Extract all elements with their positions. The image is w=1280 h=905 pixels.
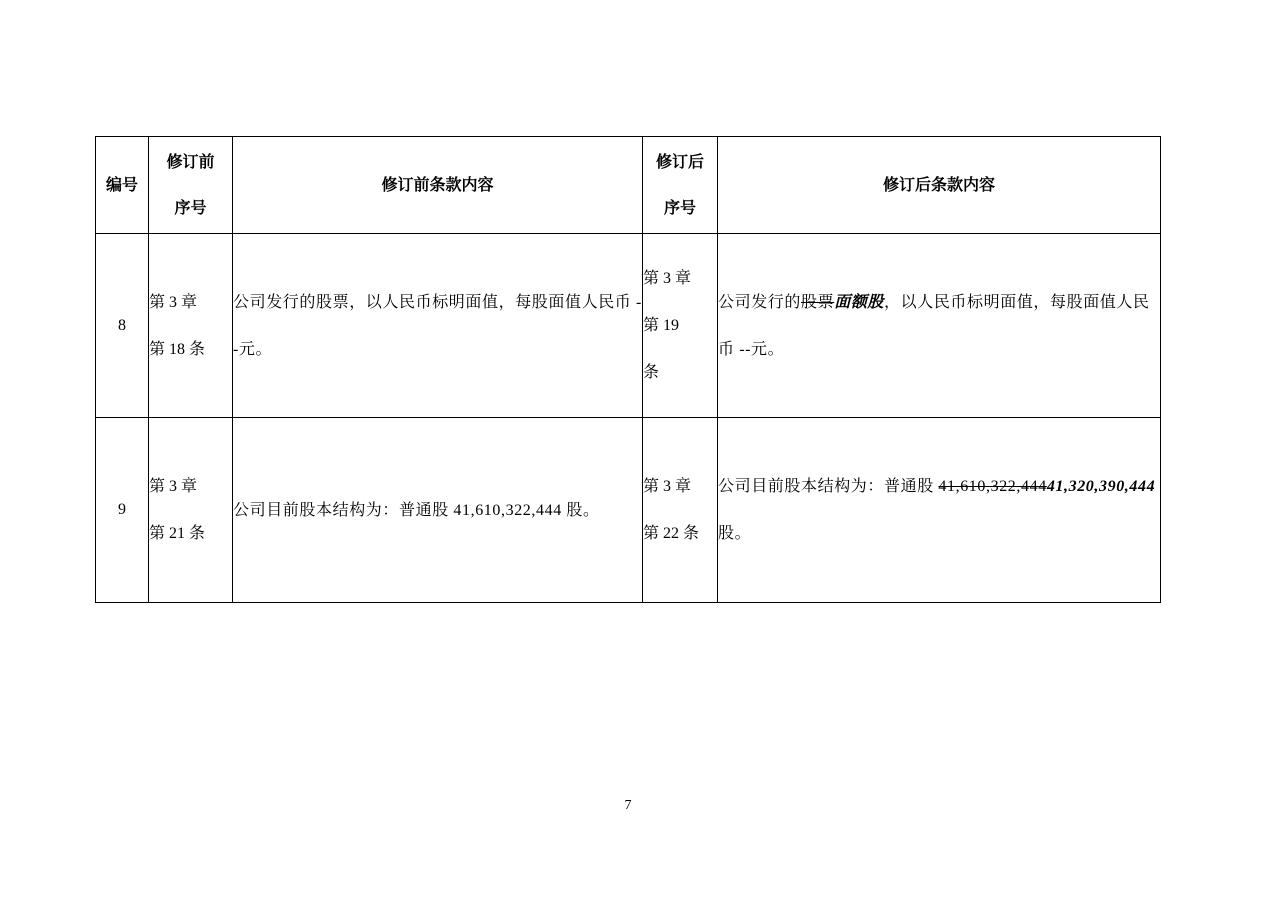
before-content: 公司发行的股票，以人民币标明面值，每股面值人民币 --元。 <box>233 234 643 418</box>
inserted-text: 41,320,390,444 <box>1046 478 1156 495</box>
table-header-row <box>96 137 1161 234</box>
after-ref-article-suffix: 条 <box>643 364 660 381</box>
deleted-text: 41,610,322,444 <box>938 478 1047 495</box>
header-after-ref-text: 修订后序号 <box>656 152 705 217</box>
header-before-ref-text: 修订前序号 <box>166 152 215 217</box>
after-content-prefix: 公司目前股本结构为：普通股 <box>718 478 939 495</box>
row-number: 9 <box>96 418 149 603</box>
after-ref-chapter: 第 3 章 <box>643 478 692 495</box>
after-content <box>718 418 1161 603</box>
after-ref-article: 第 19 <box>643 317 680 334</box>
after-ref <box>643 418 718 603</box>
after-content-suffix: ，以人民币标明面值，每股面值人民币 --元。 <box>718 293 1150 358</box>
after-content-suffix: 股。 <box>718 525 752 542</box>
header-before-ref <box>149 137 233 234</box>
after-content-prefix: 公司发行的 <box>718 293 802 311</box>
after-ref-chapter: 第 3 章 <box>643 270 692 287</box>
before-ref <box>149 418 233 603</box>
after-ref <box>643 234 718 418</box>
before-ref-article: 第 21 条 <box>149 525 206 542</box>
table-row <box>96 234 1161 418</box>
before-ref-chapter: 第 3 章 <box>149 478 198 495</box>
amendment-table <box>95 136 1161 603</box>
page-number: 7 <box>624 798 632 813</box>
inserted-text: 面额股 <box>834 293 885 311</box>
after-content <box>718 234 1161 418</box>
header-before-content: 修订前条款内容 <box>233 137 643 234</box>
before-ref-article: 第 18 条 <box>149 340 206 358</box>
after-ref-article: 第 22 条 <box>643 525 700 542</box>
header-number: 编号 <box>96 137 149 234</box>
before-ref-chapter: 第 3 章 <box>149 293 198 311</box>
before-ref <box>149 234 233 418</box>
before-content: 公司目前股本结构为：普通股 41,610,322,444 股。 <box>233 418 643 603</box>
deleted-text: 股票 <box>801 293 835 311</box>
table-row <box>96 418 1161 603</box>
row-number: 8 <box>96 234 149 418</box>
header-after-content: 修订后条款内容 <box>718 137 1161 234</box>
header-after-ref <box>643 137 718 234</box>
